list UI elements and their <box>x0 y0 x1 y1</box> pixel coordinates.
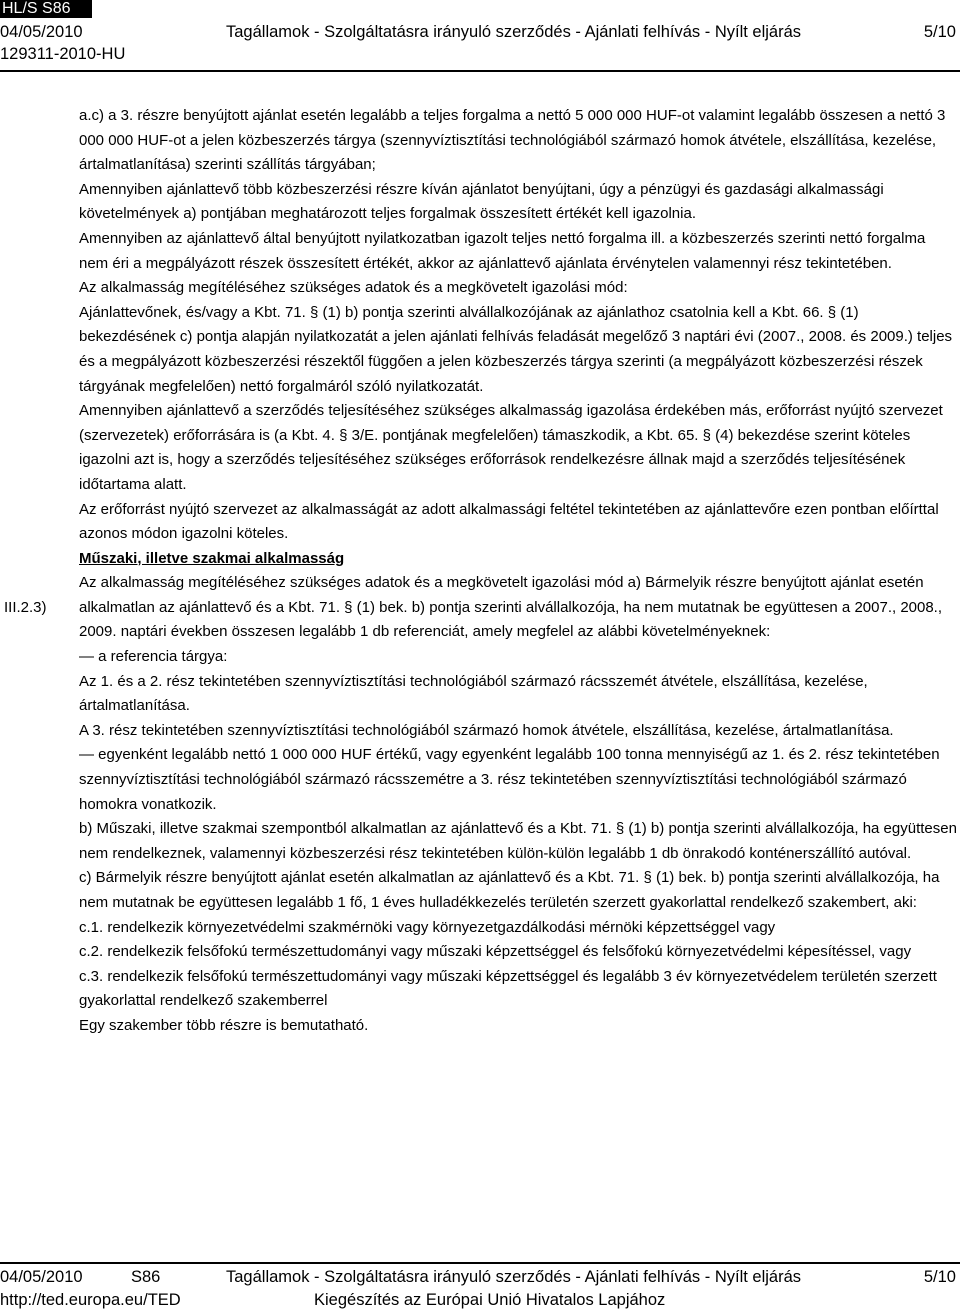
paragraph: c.1. rendelkezik környezetvédelmi szakmérnöki vagy környezetgazdálkodási mérnöki képzettséggel vagy <box>79 918 776 936</box>
paragraph: c.3. rendelkezik felsőfokú természettudományi vagy műszaki képzettséggel és legalább 3 év környezetvédelem területén szerzett gyakorlattal rendelkező szakemberrel <box>79 967 937 1010</box>
footer-title: Tagállamok - Szolgáltatásra irányuló szerződés - Ajánlati felhívás - Nyílt eljárás <box>226 1268 802 1286</box>
paragraph: b) Műszaki, illetve szakmai szempontból alkalmatlan az ajánlattevő és a Kbt. 71. § (1) b) pontja szerinti alvállalkozója, ha együttesen nem rendelkeznek, valamennyi közbeszerzési rész tekintetében külön-külön legalább 1 db önrakodó konténerszállító autóval. <box>79 820 957 862</box>
header-title: Tagállamok - Szolgáltatásra irányuló szerződés - Ajánlati felhívás - Nyílt eljárás <box>226 23 802 41</box>
paragraph: A 3. rész tekintetében szennyvíztisztítási technológiából származó homok átvétele, elszállítása, kezelése, ártalmatlanítása. <box>79 721 894 739</box>
section-heading: Műszaki, illetve szakmai alkalmasság <box>79 549 345 567</box>
paragraph: — egyenként legalább nettó 1 000 000 HUF értékű, vagy egyenként legalább 100 tonna mennyiségű az 1. és 2. rész tekintetében szennyvíztisztítási technológiából származó rácsszemétre a 3. rész tekintetében szennyvíztisztítási technológiából származó homokra vonatkozik. <box>79 746 940 813</box>
section-text <box>79 104 957 1039</box>
header-page-number: 5/10 <box>923 23 956 41</box>
paragraph: Amennyiben ajánlattevő a szerződés teljesítéséhez szükséges alkalmasság igazolása érdekében más, erőforrást nyújtó szervezet (szervezetek) erőforrására is (a Kbt. 4. § 3/E. pontjának megfelelően) támaszkodik, a Kbt. 65. § (4) bekezdése szerint köteles igazolni azt is, hogy a szerződés teljesítéséhez szükséges erőforrások rendelkezésre állnak majd a szerződés teljesítésének időtartama alatt. <box>79 402 943 493</box>
footer-url[interactable]: http://ted.europa.eu/TED <box>0 1291 181 1309</box>
paragraph: c) Bármelyik részre benyújtott ajánlat esetén alkalmatlan az ajánlattevő és a Kbt. 71. § (1) bek. b) pontja szerinti alvállalkozója, ha nem mutatnak be együttesen legalább 1 fő, 1 éves hulladékkezelés területén szerzett gyakorlattal rendelkező szakembert, aki: <box>79 869 940 911</box>
footer-publisher: Kiegészítés az Európai Unió Hivatalos Lapjához <box>314 1291 666 1309</box>
section-number: III.2.3) <box>4 599 47 616</box>
footer-divider <box>0 1262 960 1264</box>
paragraph: — a referencia tárgya: <box>79 648 228 666</box>
paragraph: Az alkalmasság megítéléséhez szükséges adatok és a megkövetelt igazolási mód: <box>79 279 628 297</box>
paragraph: Az alkalmasság megítéléséhez szükséges adatok és a megkövetelt igazolási mód a) Bármelyik részre benyújtott ajánlat esetén alkalmatlan az ajánlattevő és a Kbt. 71. § (1) bek. b) pontja szerinti alvállalkozója, ha nem mutatnak be együttesen a 2007., 2008., 2009. naptári években összesen legalább 1 db referenciát, amely megfelel az alábbi követelményeknek: <box>79 574 943 641</box>
header-notice-number: 129311-2010-HU <box>0 45 126 63</box>
paragraph: a.c) a 3. részre benyújtott ajánlat esetén legalább a teljes forgalma a nettó 5 000 000 HUF-ot valamint legalább összesen a nettó 3 000 000 HUF-ot a jelen közbeszerzés tárgya (szennyvíztisztítási technológiából származó homok átvétele, elszállítása, kezelése, ártalmatlanítása) szerinti szállítás tárgyában; <box>79 107 946 174</box>
header-banner <box>0 0 92 18</box>
page-header <box>0 0 960 72</box>
paragraph: Az erőforrást nyújtó szervezet az alkalmasságát az adott alkalmassági feltétel tekintetében az ajánlattevőre ezen pontban előírttal azonos módon igazolni köteles. <box>79 500 939 543</box>
paragraph: Amennyiben az ajánlattevő által benyújtott nyilatkozatban igazolt teljes nettó forgalma ill. a közbeszerzés szerinti nettó forgalma nem éri a megpályázott részek összesített értékét, akkor az ajánlattevő ajánlata érvénytelen valamennyi rész tekintetében. <box>79 229 926 272</box>
header-date: 04/05/2010 <box>0 23 83 41</box>
footer-page-number: 5/10 <box>923 1268 956 1286</box>
header-divider <box>0 70 960 72</box>
paragraph: Az 1. és a 2. rész tekintetében szennyvíztisztítási technológiából származó rácsszemét átvétele, elszállítása, kezelése, ártalmatlanítása. <box>79 672 868 715</box>
footer-date: 04/05/2010 <box>0 1268 83 1286</box>
footer-code: S86 <box>131 1268 161 1286</box>
page-footer <box>0 1262 960 1311</box>
paragraph: Amennyiben ajánlattevő több közbeszerzési részre kíván ajánlatot benyújtani, úgy a pénzügyi és gazdasági alkalmassági követelmények a) pontjában meghatározott teljes forgalmak összesített értékét kell igazolnia. <box>79 180 884 223</box>
paragraph: Ajánlattevőnek, és/vagy a Kbt. 71. § (1) b) pontja szerinti alvállalkozójának az ajánlathoz csatolnia kell a Kbt. 66. § (1) bekezdésének c) pontja alapján nyilatkozatát a jelen ajánlati felhívás feladását megelőző 3 naptári évi (2007., 2008. és 2009.) teljes és a megpályázott közbeszerzési részektől függően a jelen közbeszerzés tárgya szerinti (a megpályázott közbeszerzési részek tárgyának megfelelően) nettó forgalmáról szóló nyilatkozatát. <box>79 303 953 395</box>
paragraph: c.2. rendelkezik felsőfokú természettudományi vagy műszaki képzettséggel és felsőfokú környezetvédelmi képesítéssel, vagy <box>79 943 912 961</box>
header-code: HL/S S86 <box>2 0 71 17</box>
paragraph: Egy szakember több részre is bemutatható. <box>79 1016 369 1034</box>
